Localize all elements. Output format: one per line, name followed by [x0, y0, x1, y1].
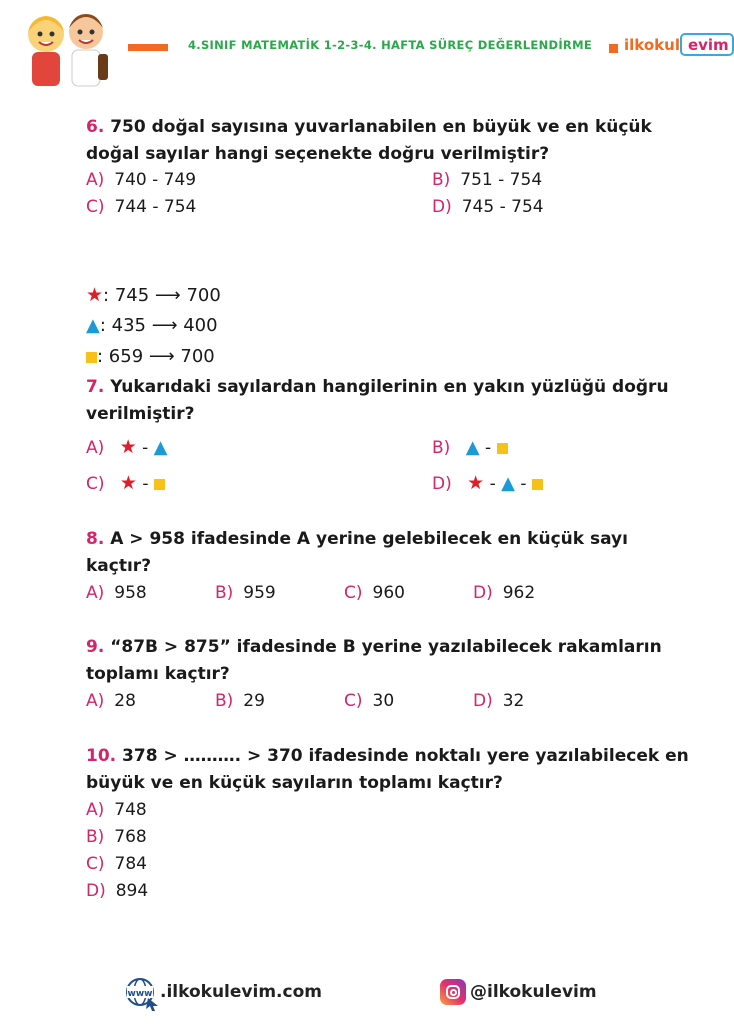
- q10-text-1: 378 > ………. > 370 ifadesinde noktalı yere yazılabilecek en: [122, 746, 689, 766]
- q10-text-2: büyük ve en küçük sayıların toplamı kaçtır?: [86, 773, 503, 793]
- q8-text-2: kaçtır?: [86, 556, 152, 576]
- q9-option-d: D) 32: [473, 691, 525, 711]
- q9-text-2: toplamı kaçtır?: [86, 664, 230, 684]
- instagram-handle[interactable]: @ilkokulevim: [470, 982, 597, 1002]
- q10-option-a: A) 748: [86, 800, 147, 820]
- triangle-icon: ▲: [153, 437, 168, 458]
- site-logo: [624, 33, 734, 56]
- instagram-icon: [440, 979, 466, 1005]
- star-rounding-line: ★: 745 ⟶ 700: [86, 284, 221, 306]
- q7-text-1: Yukarıdaki sayılardan hangilerinin en yakın yüzlüğü doğru: [110, 377, 669, 397]
- q8-option-c: C) 960: [344, 583, 405, 603]
- square-icon: [532, 479, 543, 490]
- q7-number: 7.: [86, 377, 105, 397]
- q9-text-1: “87B > 875” ifadesinde B yerine yazılabilecek rakamların: [110, 637, 662, 657]
- q7-line1: [86, 374, 669, 401]
- q9-option-c: C) 30: [344, 691, 395, 711]
- q10-option-d: D) 894: [86, 881, 149, 901]
- logo-box: [680, 33, 734, 56]
- q10-number: 10.: [86, 746, 117, 766]
- q6-option-b: B) 751 - 754: [432, 170, 543, 190]
- q6-option-a: A) 740 - 749: [86, 170, 197, 190]
- square-rounding-line: : 659 ⟶ 700: [86, 346, 215, 367]
- q10-line1: [86, 743, 689, 770]
- triangle-icon: ▲: [86, 315, 100, 336]
- header-accent-bar: [128, 44, 168, 51]
- header-accent-square: [609, 44, 618, 53]
- star-icon: ★: [86, 284, 104, 306]
- q10-option-c: C) 784: [86, 854, 147, 874]
- q6-line1: [86, 114, 652, 141]
- q7-text-2: verilmiştir?: [86, 404, 195, 424]
- q7-option-a: A) ★ - ▲: [86, 436, 168, 458]
- q8-option-d: D) 962: [473, 583, 536, 603]
- q8-text-1: A > 958 ifadesinde A yerine gelebilecek en küçük sayı: [110, 529, 628, 549]
- q6-option-d: D) 745 - 754: [432, 197, 544, 217]
- q6-text-2: doğal sayılar hangi seçenekte doğru verilmiştir?: [86, 144, 550, 164]
- triangle-icon: ▲: [465, 437, 480, 458]
- triangle-icon: ▲: [501, 473, 515, 494]
- q7-option-d: D) ★ - ▲ -: [432, 470, 543, 498]
- q8-option-b: B) 959: [215, 583, 276, 603]
- q8-line1: [86, 526, 628, 553]
- kids-illustration: [16, 4, 116, 88]
- www-label: www: [127, 989, 153, 999]
- q6-text-1: 750 doğal sayısına yuvarlanabilen en büyük ve en küçük: [110, 117, 652, 137]
- q9-number: 9.: [86, 637, 105, 657]
- square-icon: [154, 479, 165, 490]
- q8-number: 8.: [86, 529, 105, 549]
- website-link[interactable]: .ilkokulevim.com: [160, 982, 322, 1002]
- logo-text-evim: evim: [687, 36, 729, 54]
- q7-option-b: B) ▲ -: [432, 434, 508, 462]
- q9-option-b: B) 29: [215, 691, 265, 711]
- q9-option-a: A) 28: [86, 691, 136, 711]
- q6-number: 6.: [86, 117, 105, 137]
- q8-option-a: A) 958: [86, 583, 147, 603]
- star-icon: ★: [119, 436, 137, 458]
- triangle-rounding-line: ▲: 435 ⟶ 400: [86, 315, 218, 336]
- star-icon: ★: [467, 472, 485, 494]
- logo-text-ilkokul: ilkokul: [624, 36, 680, 54]
- header-title: 4.SINIF MATEMATİK 1-2-3-4. HAFTA SÜREÇ DEĞERLENDİRME: [188, 38, 592, 52]
- q7-option-c: C) ★ -: [86, 470, 165, 498]
- q6-option-c: C) 744 - 754: [86, 197, 197, 217]
- q10-option-b: B) 768: [86, 827, 147, 847]
- q9-line1: [86, 634, 662, 661]
- square-icon: [497, 443, 508, 454]
- star-icon: ★: [119, 472, 137, 494]
- square-icon: [86, 352, 97, 363]
- globe-icon: [124, 976, 160, 1012]
